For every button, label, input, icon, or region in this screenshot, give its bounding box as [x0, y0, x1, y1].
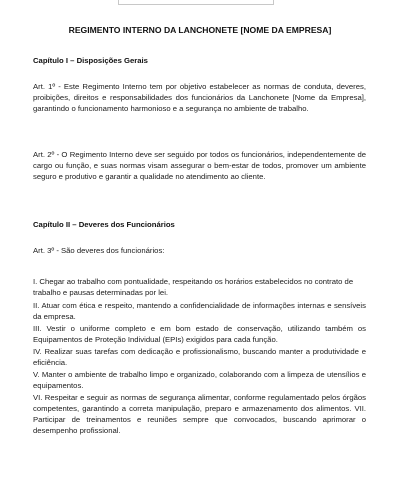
chapter-2-heading: Capítulo II – Deveres dos Funcionários — [33, 220, 175, 229]
article-3: Art. 3º - São deveres dos funcionários: — [33, 246, 165, 255]
previous-page-fragment-text — [125, 0, 225, 1]
article-2: Art. 2º - O Regimento Interno deve ser seguido por todos os funcionários, independentemente de cargo ou função, e suas normas visam assegurar o bem-estar de todos, promover um ambiente seguro e produtivo e garantir a qualidade no atendimento ao cliente. — [33, 150, 366, 182]
chapter-1-heading: Capítulo I – Disposições Gerais — [33, 56, 148, 65]
document-title: REGIMENTO INTERNO DA LANCHONETE [NOME DA EMPRESA] — [68, 25, 332, 35]
article-1: Art. 1º - Este Regimento Interno tem por objetivo estabelecer as normas de conduta, deveres, proibições, direitos e responsabilidades dos funcionários da Lanchonete [Nome da Empresa], garantindo o funcionamento harmonioso e a segurança no ambiente de trabalho. — [33, 82, 366, 114]
duty-item-iv: IV. Realizar suas tarefas com dedicação e profissionalismo, buscando manter a produtividade e eficiência. — [33, 347, 366, 368]
duty-item-i: I. Chegar ao trabalho com pontualidade, respeitando os horários estabelecidos no contrato de trabalho e pausas determinadas por lei. — [33, 277, 354, 298]
duty-item-iii: III. Vestir o uniforme completo e em bom estado de conservação, utilizando também os Equipamentos de Proteção Individual (EPIs) exigidos para cada função. — [33, 324, 366, 345]
previous-page-fragment — [118, 0, 274, 5]
duty-item-v: V. Manter o ambiente de trabalho limpo e organizado, colaborando com a limpeza de utensílios e equipamentos. — [33, 370, 366, 391]
duty-item-ii: II. Atuar com ética e respeito, mantendo a confidencialidade de informações internas e sensíveis da empresa. — [33, 301, 366, 322]
duty-item-vi-vii: VI. Respeitar e seguir as normas de segurança alimentar, conforme regulamentado pelos órgãos competentes, garantindo a correta manipulação, preparo e armazenamento dos alimentos. VII. Participar de treinamentos e reuniões sempre que convocados, buscando aprimorar o desempenho profissional. — [33, 393, 366, 436]
